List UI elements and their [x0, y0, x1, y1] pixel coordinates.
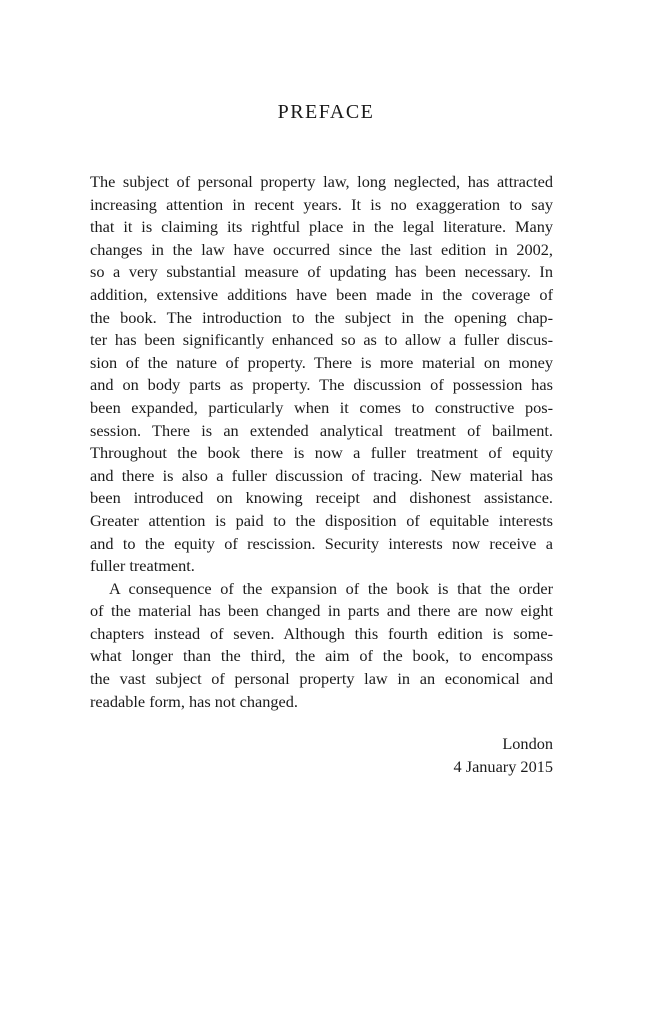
- text-line: A consequence of the expansion of the book is that the order: [109, 578, 553, 598]
- text-line: the vast subject of personal property law in an economical and: [90, 669, 553, 689]
- text-line: what longer than the third, the aim of the book, to encompass: [90, 646, 553, 666]
- text-line: The subject of personal property law, long neglected, has attracted: [90, 172, 553, 191]
- text-line: chapters instead of seven. Although this fourth edition is some-: [90, 623, 553, 643]
- text-line: the book. The introduction to the subject in the opening chap-: [90, 307, 553, 327]
- text-line: changes in the law have occurred since the last edition in 2002,: [90, 239, 553, 259]
- text-line: been introduced on knowing receipt and dishonest assistance.: [90, 488, 553, 508]
- text-line: and there is also a fuller discussion of tracing. New material has: [90, 465, 553, 485]
- signoff-date: 4 January 2015: [453, 757, 553, 776]
- text-line: readable form, has not changed.: [90, 691, 298, 711]
- text-line: and on body parts as property. The discussion of possession has: [90, 375, 553, 395]
- text-line: been expanded, particularly when it comes to constructive pos-: [90, 397, 553, 417]
- text-line: addition, extensive additions have been made in the coverage of: [90, 284, 553, 304]
- text-line: session. There is an extended analytical treatment of bailment.: [90, 420, 553, 440]
- text-line: sion of the nature of property. There is more material on money: [90, 352, 553, 372]
- page-title: PREFACE: [277, 101, 375, 123]
- text-line: fuller treatment.: [90, 556, 195, 576]
- text-line: and to the equity of rescission. Security interests now receive a: [90, 533, 553, 553]
- text-line: that it is claiming its rightful place in the legal literature. Many: [90, 217, 553, 237]
- text-line: increasing attention in recent years. It is no exaggeration to say: [90, 194, 553, 214]
- preface-body: [90, 171, 553, 713]
- signoff-place: London: [502, 734, 553, 753]
- text-line: of the material has been changed in parts and there are now eight: [90, 601, 553, 621]
- text-line: ter has been significantly enhanced so as to allow a fuller discus-: [90, 330, 553, 350]
- text-line: so a very substantial measure of updating has been necessary. In: [90, 262, 553, 282]
- text-line: Throughout the book there is now a fuller treatment of equity: [90, 443, 553, 463]
- text-line: Greater attention is paid to the disposition of equitable interests: [90, 510, 553, 530]
